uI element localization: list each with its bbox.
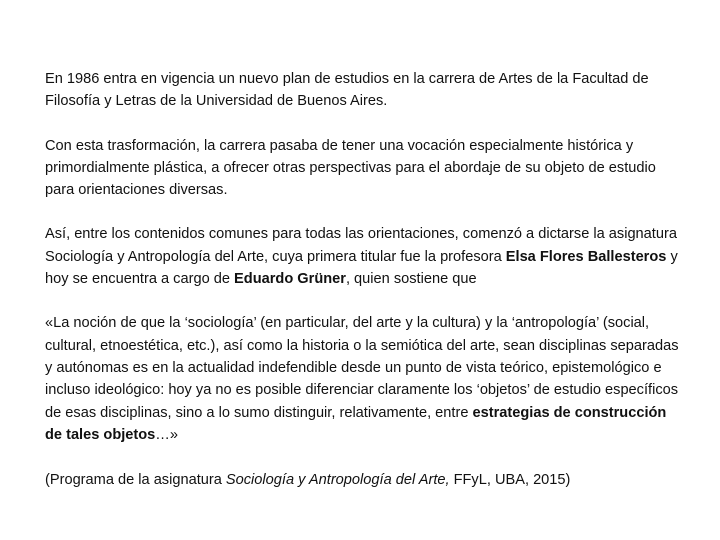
transformation-paragraph xyxy=(45,135,685,202)
quote-text-b: …» xyxy=(155,426,179,443)
course-text-a: Así, entre los contenidos comunes para todas las orientaciones, comenzó a dictarse la asignatura Sociología y Antropología del Arte, cuya primera titular fue la profesora xyxy=(45,226,677,265)
quote-emphasis: estrategias de construcción de tales objetos xyxy=(45,404,667,443)
course-paragraph xyxy=(45,223,685,290)
current-professor-name: Eduardo Grüner xyxy=(234,271,346,288)
quote-text-a: «La noción de que la ‘sociología’ (en particular, del arte y la cultura) y la ‘antropología’ (social, cultural, etnoestética, etc.), así como la historia o la semiótica del arte, sean disciplinas separadas y autónomas es en la actualidad indefendible desde un punto de vista teórico, epistemológico e incluso ideológico: hoy ya no es posible diferenciar claramente los ‘objetos’ de estudio específicos de esas disciplinas, sino a lo sumo distinguir, relativamente, entre xyxy=(45,315,679,421)
course-text-b: y hoy se encuentra a cargo de xyxy=(45,248,678,288)
citation-course-title: Sociología y Antropología del Arte, xyxy=(225,472,450,489)
intro-paragraph xyxy=(45,68,685,113)
citation-text-b: FFyL, UBA, 2015) xyxy=(449,472,571,489)
citation-paragraph xyxy=(45,469,685,491)
first-professor-name: Elsa Flores Ballesteros xyxy=(505,248,667,265)
quote-paragraph xyxy=(45,312,685,446)
text-body xyxy=(45,68,685,513)
intro-text: En 1986 entra en vigencia un nuevo plan de estudios en la carrera de Artes de la Facultad de Filosofía y Letras de la Universidad de Buenos Aires. xyxy=(45,71,649,110)
citation-text-a: (Programa de la asignatura xyxy=(45,472,226,489)
course-text-c: , quien sostiene que xyxy=(345,271,477,288)
transformation-text: Con esta trasformación, la carrera pasaba de tener una vocación especialmente histórica y primordialmente plástica, a ofrecer otras perspectivas para el abordaje de su objeto de estudio para orientaciones diversas. xyxy=(45,137,656,199)
